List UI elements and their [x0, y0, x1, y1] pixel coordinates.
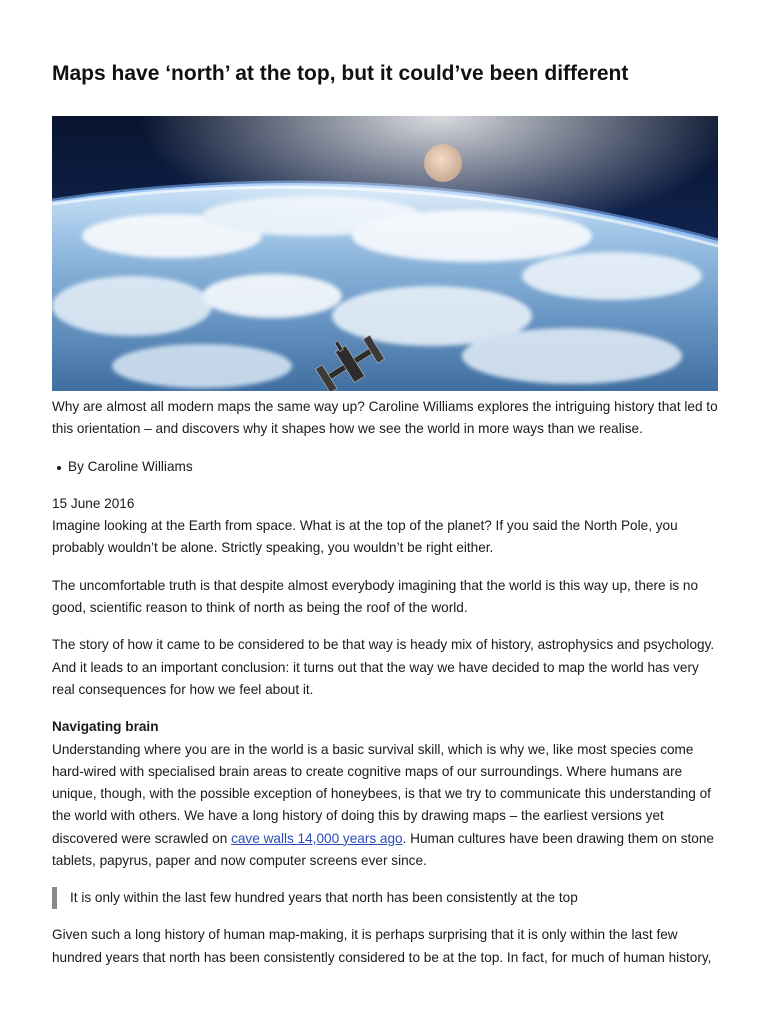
article-body: [52, 396, 718, 969]
byline-list: [52, 456, 718, 478]
article-title: Maps have ‘north’ at the top, but it could’ve been different: [52, 62, 629, 85]
pull-quote: It is only within the last few hundred years that north has been consistently at the top: [52, 887, 718, 909]
byline: By Caroline Williams: [68, 456, 718, 478]
paragraph-5: Given such a long history of human map-making, it is perhaps surprising that it is only within the last few hundred years that north has been consistently considered to be at the top. In fact, for much of human history,: [52, 927, 712, 965]
standfirst: Why are almost all modern maps the same way up? Caroline Williams explores the intriguing history that led to this orientation – and discovers why it shapes how we see the world in more ways than we realise.: [52, 399, 718, 437]
hero-image-earth-from-space: [52, 116, 718, 391]
publish-date: 15 June 2016: [52, 495, 135, 511]
paragraph-4: [52, 739, 718, 873]
paragraph-4-text-end: . Human cultures have been drawing them on stone tablets, papyrus, paper and now computer screens ever since.: [52, 830, 714, 869]
paragraph-1: Imagine looking at the Earth from space. What is at the top of the planet? If you said the North Pole, you probably wouldn’t be alone. Strictly speaking, you wouldn’t be right either.: [52, 518, 678, 556]
cave-walls-link[interactable]: cave walls 14,000 years ago: [231, 830, 403, 846]
paragraph-2: The uncomfortable truth is that despite almost everybody imagining that the world is this way up, there is no good, scientific reason to think of north as being the roof of the world.: [52, 577, 699, 616]
paragraph-4-text-start: Understanding where you are in the world is a basic survival skill, which is why we, like most species come hard-wired with specialised brain areas to create cognitive maps of our surroundings. Where humans are unique, though, with the possible exception of honeybees, is that we try to communicate this understanding of the world with others. We have a long history of doing this by drawing maps – the earliest versions yet discovered were scrawled on: [52, 741, 711, 846]
paragraph-3: The story of how it came to be considered to be that way is heady mix of history, astrophysics and psychology. And it leads to an important conclusion: it turns out that the way we have decided to map the world has very real consequences for how we feel about it.: [52, 637, 715, 697]
section-heading: Navigating brain: [52, 719, 159, 735]
